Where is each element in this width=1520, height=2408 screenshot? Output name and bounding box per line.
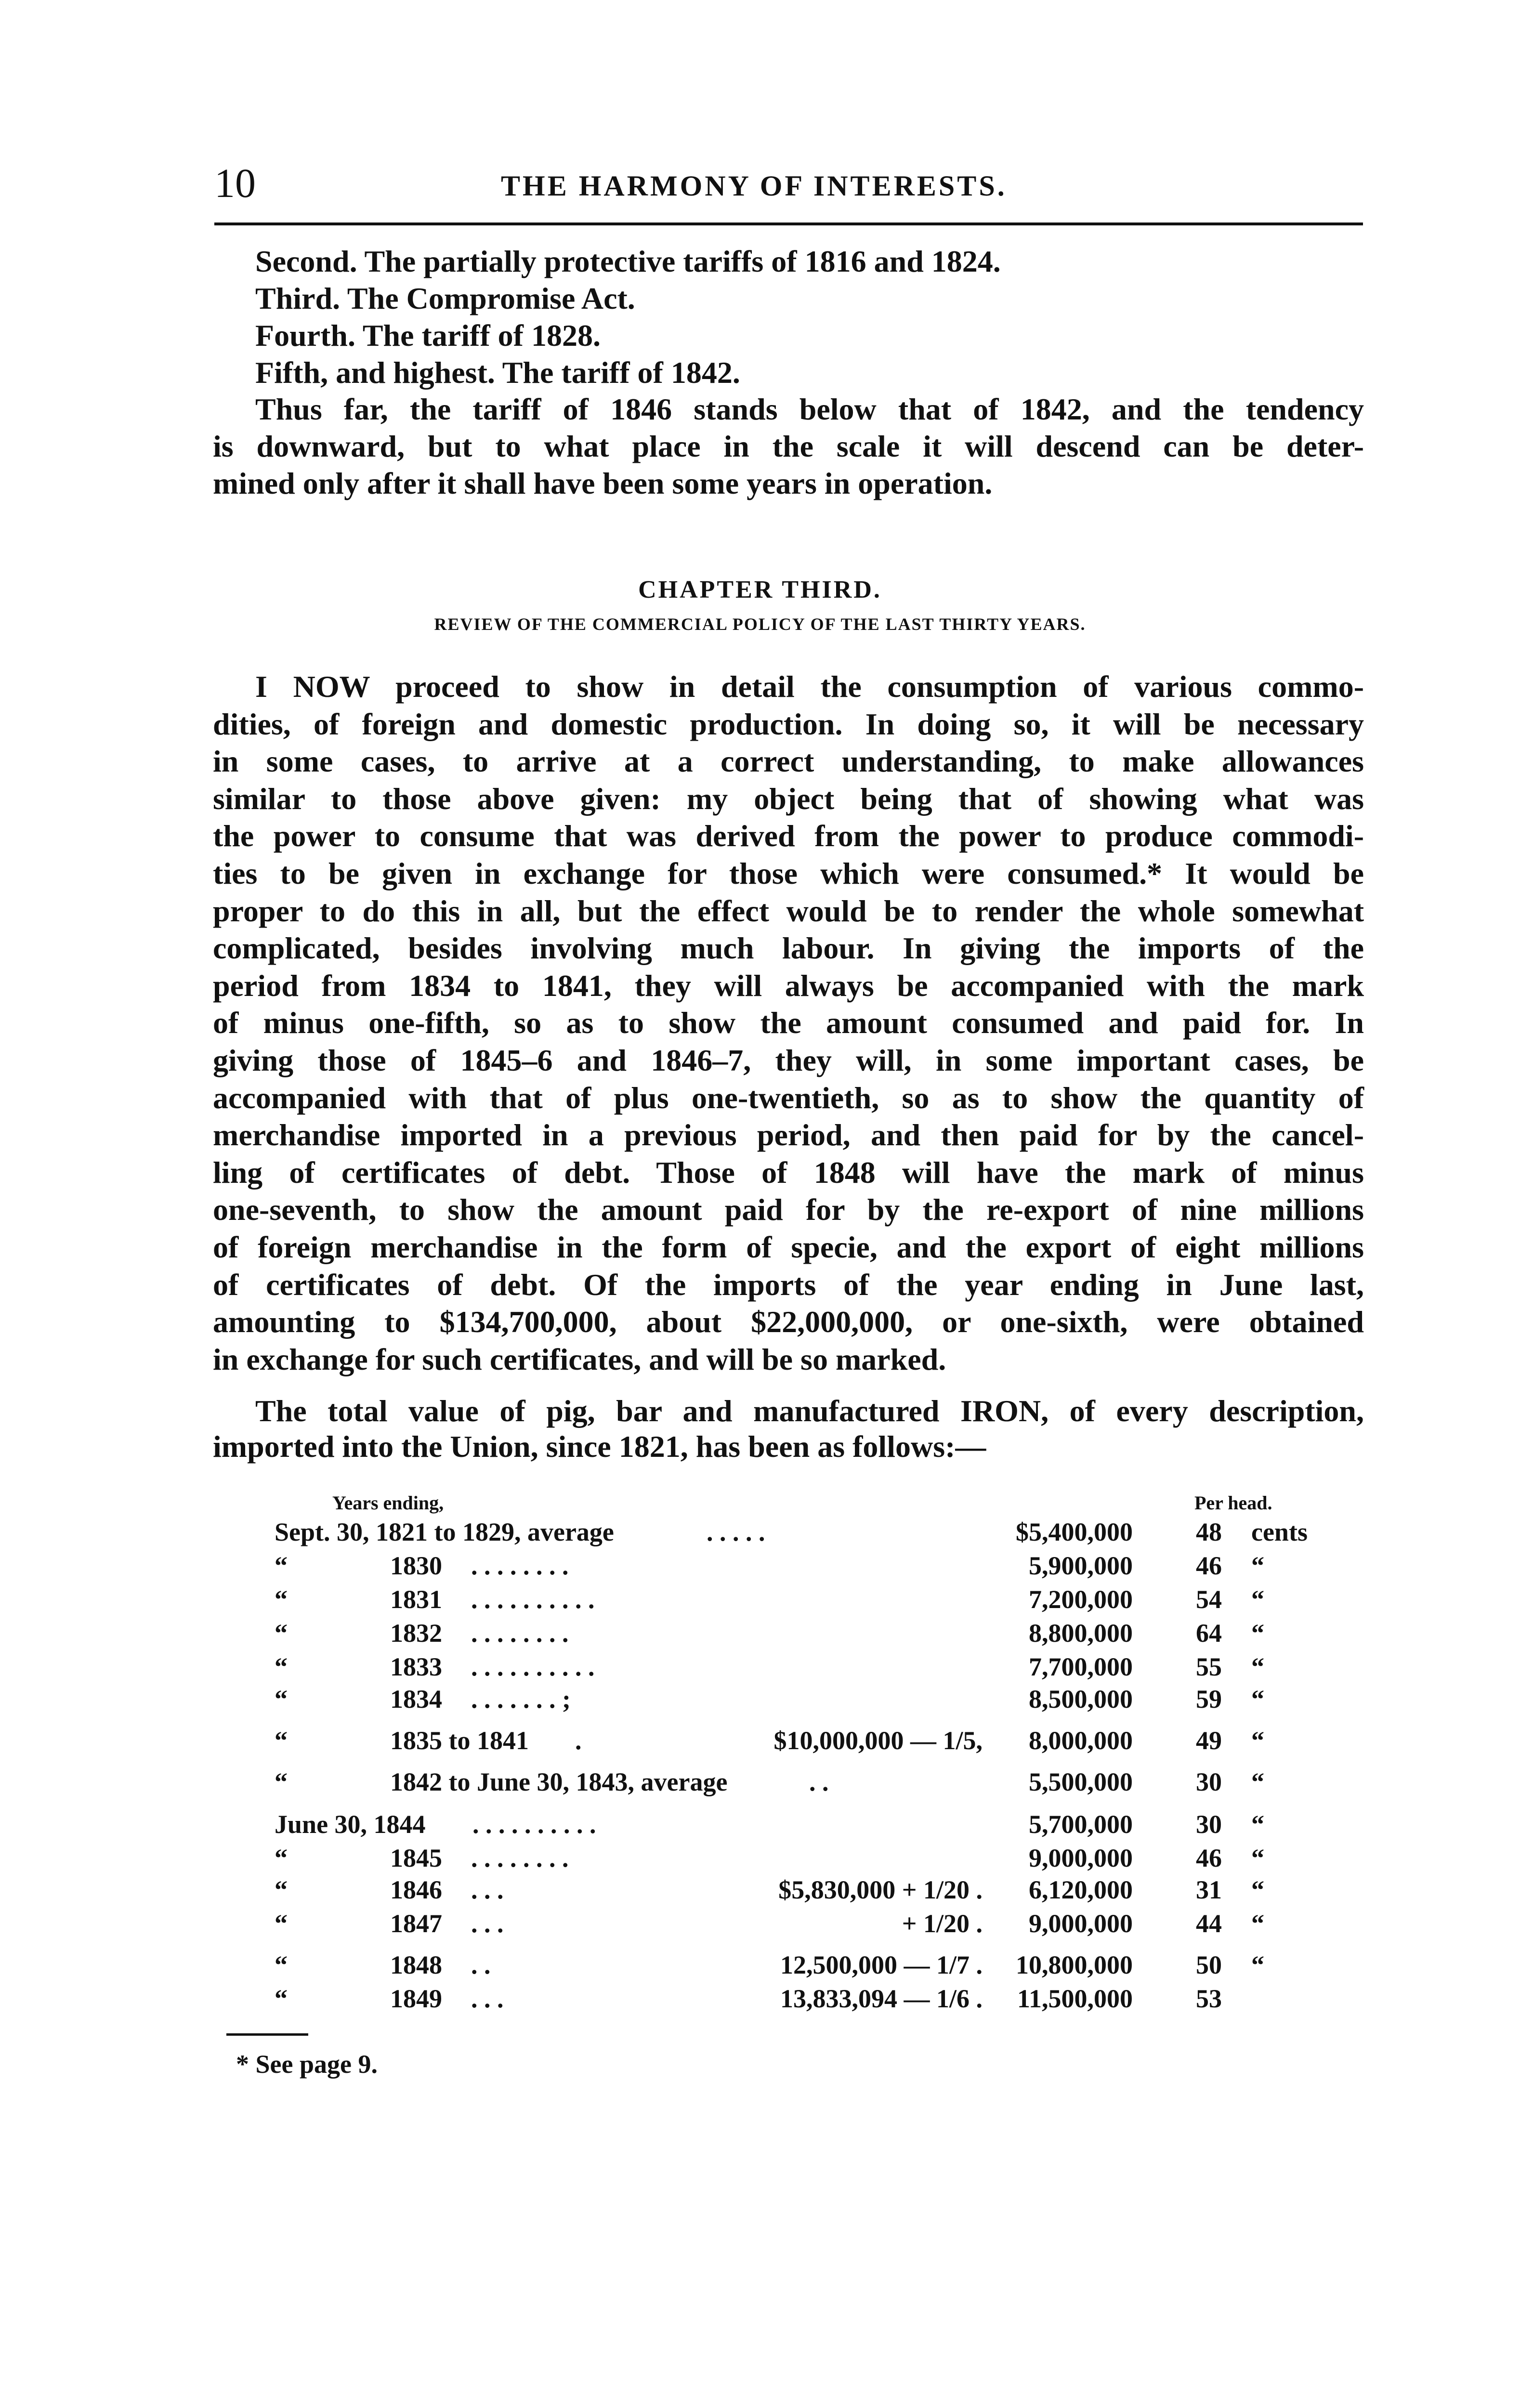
dot-leader: . . . . . (707, 1518, 765, 1546)
ditto-mark: “ (275, 1984, 288, 2013)
import-value: 8,800,000 (1029, 1619, 1133, 1648)
per-head-value: 54 (1196, 1585, 1222, 1614)
per-head-value: 53 (1196, 1984, 1222, 2013)
para2-line: proper to do this in all, but the effect would be to render the whole somewhat (213, 893, 1364, 928)
chapter-subtitle: REVIEW OF THE COMMERCIAL POLICY OF THE LAST THIRTY YEARS. (434, 615, 1086, 634)
per-head-value: 46 (1196, 1844, 1222, 1872)
dot-leader: . . (809, 1767, 829, 1796)
ditto-mark: “ (275, 1767, 288, 1796)
gross-value: $5,830,000 + 1/20 . (778, 1875, 983, 1904)
per-head-value: 46 (1196, 1551, 1222, 1580)
para2-line: of foreign merchandise in the form of specie, and the export of eight millions (213, 1230, 1364, 1264)
ditto-mark: “ (275, 1551, 288, 1580)
row-period: 1833 (390, 1652, 442, 1681)
import-value: 7,200,000 (1029, 1585, 1133, 1614)
para1-line: Thus far, the tariff of 1846 stands below that of 1842, and the tendency (255, 392, 1364, 426)
dot-leader: . (575, 1726, 582, 1755)
header-rule (214, 222, 1363, 225)
per-head-unit: “ (1251, 1950, 1264, 1979)
chapter-title: CHAPTER THIRD. (638, 576, 882, 603)
dot-leader: . . . . . . . . (471, 1619, 569, 1648)
para2-line: giving those of 1845–6 and 1846–7, they will, in some important cases, be (213, 1043, 1364, 1077)
per-head-unit: “ (1251, 1685, 1264, 1714)
dot-leader: . . . (471, 1984, 504, 2013)
per-head-unit: cents (1251, 1518, 1308, 1546)
ditto-mark: “ (275, 1844, 288, 1872)
per-head-value: 59 (1196, 1685, 1222, 1714)
row-period: June 30, 1844 (275, 1810, 426, 1839)
import-value: 5,900,000 (1029, 1551, 1133, 1580)
page-number: 10 (214, 160, 256, 206)
dot-leader: . . . . . . . . . . (471, 1652, 595, 1681)
para1-line: mined only after it shall have been some years in operation. (213, 466, 993, 500)
para2-line: ties to be given in exchange for those which were consumed.* It would be (213, 856, 1364, 890)
import-value: 7,700,000 (1029, 1652, 1133, 1681)
para2-line: accompanied with that of plus one-twentieth, so as to show the quantity of (213, 1080, 1364, 1115)
per-head-unit: “ (1251, 1767, 1264, 1796)
row-period: Sept. 30, 1821 to 1829, average (275, 1518, 614, 1546)
gross-value: 12,500,000 — 1/7 . (780, 1950, 983, 1979)
row-period: 1848 (390, 1950, 442, 1979)
import-value: 8,000,000 (1029, 1726, 1133, 1755)
ditto-mark: “ (275, 1726, 288, 1755)
para2-line: ling of certificates of debt. Those of 1848 will have the mark of minus (213, 1155, 1364, 1190)
import-value: 5,700,000 (1029, 1810, 1133, 1839)
col-header-per-head: Per head. (1194, 1492, 1272, 1514)
row-period: 1834 (390, 1685, 442, 1714)
row-period: 1842 to June 30, 1843, average (390, 1767, 728, 1796)
ditto-mark: “ (275, 1619, 288, 1648)
per-head-unit: “ (1251, 1875, 1264, 1904)
import-value: 10,800,000 (1016, 1950, 1133, 1979)
per-head-unit: “ (1251, 1551, 1264, 1580)
ditto-mark: “ (275, 1875, 288, 1904)
row-period: 1845 (390, 1844, 442, 1872)
intro_lines-line: Fourth. The tariff of 1828. (255, 318, 601, 353)
import-value: 11,500,000 (1017, 1984, 1133, 2013)
per-head-value: 44 (1196, 1909, 1222, 1938)
per-head-unit: “ (1251, 1652, 1264, 1681)
gross-value: $10,000,000 — 1/5, (773, 1726, 983, 1755)
para2-line: one-seventh, to show the amount paid for by the re-export of nine millions (213, 1192, 1364, 1227)
para1-line: is downward, but to what place in the scale it will descend can be deter- (213, 429, 1364, 463)
dot-leader: . . (471, 1950, 491, 1979)
para2-line: of certificates of debt. Of the imports of the year ending in June last, (213, 1267, 1364, 1302)
per-head-unit: “ (1251, 1844, 1264, 1872)
row-period: 1830 (390, 1551, 442, 1580)
intro_lines-line: Third. The Compromise Act. (255, 281, 635, 315)
per-head-value: 64 (1196, 1619, 1222, 1648)
row-period: 1847 (390, 1909, 442, 1938)
per-head-value: 30 (1196, 1810, 1222, 1839)
row-period: 1835 to 1841 (390, 1726, 529, 1755)
row-period: 1831 (390, 1585, 442, 1614)
para2-line: the power to consume that was derived from the power to produce commodi- (213, 819, 1364, 853)
ditto-mark: “ (275, 1909, 288, 1938)
para2-line: dities, of foreign and domestic production. In doing so, it will be necessary (213, 707, 1364, 741)
per-head-value: 48 (1196, 1518, 1222, 1546)
per-head-value: 50 (1196, 1950, 1222, 1979)
para3-line: The total value of pig, bar and manufactured IRON, of every description, (255, 1394, 1364, 1428)
intro_lines-line: Fifth, and highest. The tariff of 1842. (255, 355, 740, 390)
para2-line: amounting to $134,700,000, about $22,000,000, or one-sixth, were obtained (213, 1305, 1364, 1339)
import-value: 9,000,000 (1029, 1844, 1133, 1872)
ditto-mark: “ (275, 1652, 288, 1681)
col-header-years: Years ending, (332, 1492, 444, 1514)
para2-line: merchandise imported in a previous period, and then paid for by the cancel- (213, 1118, 1364, 1152)
para2-line: I NOW proceed to show in detail the consumption of various commo- (255, 669, 1364, 704)
ditto-mark: “ (275, 1685, 288, 1714)
row-period: 1849 (390, 1984, 442, 2013)
gross-value: 13,833,094 — 1/6 . (780, 1984, 983, 2013)
dot-leader: . . . (471, 1909, 504, 1938)
import-value: 5,500,000 (1029, 1767, 1133, 1796)
dot-leader: . . . . . . . . . . (472, 1810, 596, 1839)
import-value: $5,400,000 (1016, 1518, 1133, 1546)
dot-leader: . . . . . . . . (471, 1844, 569, 1872)
per-head-value: 49 (1196, 1726, 1222, 1755)
footnote: * See page 9. (236, 2050, 378, 2079)
import-value: 6,120,000 (1029, 1875, 1133, 1904)
dot-leader: . . . . . . . . (471, 1551, 569, 1580)
ditto-mark: “ (275, 1585, 288, 1614)
per-head-unit: “ (1251, 1619, 1264, 1648)
import-value: 8,500,000 (1029, 1685, 1133, 1714)
per-head-value: 31 (1196, 1875, 1222, 1904)
per-head-value: 30 (1196, 1767, 1222, 1796)
para2-line: complicated, besides involving much labour. In giving the imports of the (213, 931, 1364, 966)
dot-leader: . . . (471, 1875, 504, 1904)
para2-line: in some cases, to arrive at a correct understanding, to make allowances (213, 744, 1364, 779)
running-title: THE HARMONY OF INTERESTS. (501, 170, 1007, 202)
per-head-unit: “ (1251, 1726, 1264, 1755)
per-head-unit: “ (1251, 1909, 1264, 1938)
per-head-unit: “ (1251, 1810, 1264, 1839)
dot-leader: . . . . . . . . . . (471, 1585, 595, 1614)
ditto-mark: “ (275, 1950, 288, 1979)
import-value: 9,000,000 (1029, 1909, 1133, 1938)
per-head-value: 55 (1196, 1652, 1222, 1681)
footnote-rule (226, 2033, 308, 2036)
per-head-unit: “ (1251, 1585, 1264, 1614)
dot-leader: . . . . . . . ; (471, 1685, 571, 1714)
intro_lines-line: Second. The partially protective tariffs of 1816 and 1824. (255, 244, 1001, 278)
row-period: 1832 (390, 1619, 442, 1648)
para2-line: similar to those above given: my object being that of showing what was (213, 781, 1364, 816)
row-period: 1846 (390, 1875, 442, 1904)
gross-value: + 1/20 . (902, 1909, 983, 1938)
para2-line: period from 1834 to 1841, they will always be accompanied with the mark (213, 968, 1364, 1003)
para3-line: imported into the Union, since 1821, has been as follows:— (213, 1429, 986, 1464)
para2-line: in exchange for such certificates, and will be so marked. (213, 1342, 946, 1376)
para2-line: of minus one-fifth, so as to show the amount consumed and paid for. In (213, 1006, 1364, 1040)
